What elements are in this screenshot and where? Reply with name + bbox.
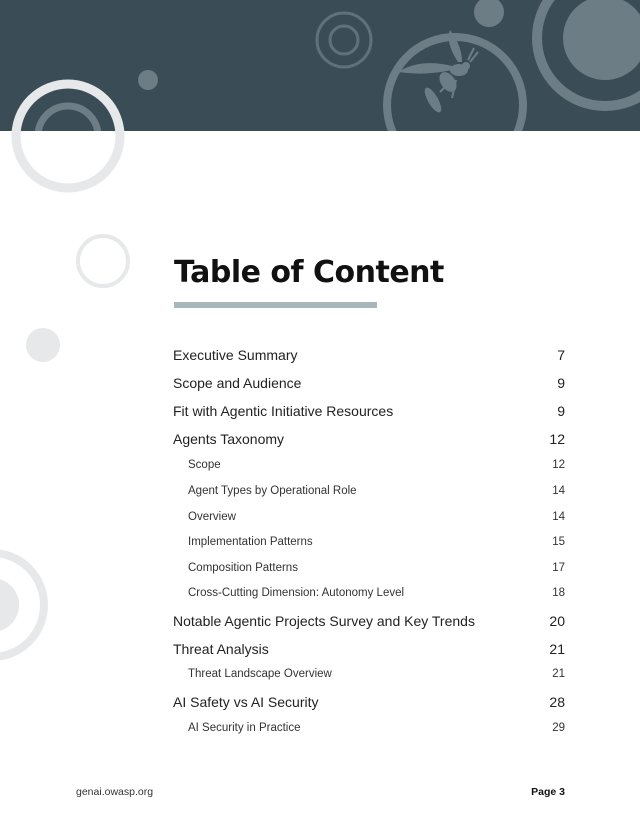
toc-entry-page: 12 <box>552 459 565 471</box>
toc-subentry[interactable] <box>173 562 565 574</box>
toc-entry-label: Cross-Cutting Dimension: Autonomy Level <box>188 587 405 599</box>
toc-entry-label: Executive Summary <box>173 347 298 363</box>
toc-entry-label: Fit with Agentic Initiative Resources <box>173 403 394 419</box>
toc-entry-label: Notable Agentic Projects Survey and Key Trends <box>173 613 475 629</box>
header-overlay-spacer <box>0 0 640 131</box>
toc-entry-page: 21 <box>552 668 565 680</box>
toc-entry-label: Overview <box>188 511 236 523</box>
toc-entry-page: 17 <box>552 562 565 574</box>
toc-entry[interactable] <box>173 375 565 391</box>
toc-entry[interactable] <box>173 613 565 629</box>
toc-subentry[interactable] <box>173 485 565 497</box>
toc-entry-page: 14 <box>552 511 565 523</box>
footer-url[interactable]: genai.owasp.org <box>76 786 154 798</box>
toc-subentry[interactable] <box>173 459 565 471</box>
toc-entry[interactable] <box>173 694 565 710</box>
toc-entry-page: 20 <box>549 613 565 629</box>
toc-entry-label: Threat Landscape Overview <box>188 668 332 680</box>
toc-entry-page: 12 <box>549 431 565 447</box>
toc-entry[interactable] <box>173 431 565 447</box>
toc-entry-label: Scope <box>188 459 221 471</box>
toc-entry-page: 7 <box>557 347 565 363</box>
toc-entry[interactable] <box>173 347 565 363</box>
toc-entry-label: Threat Analysis <box>173 641 269 657</box>
toc-entry[interactable] <box>173 641 565 657</box>
toc-entry-page: 18 <box>552 587 565 599</box>
toc-entry-label: Implementation Patterns <box>188 536 313 548</box>
toc-entry-page: 29 <box>552 722 565 734</box>
toc-entry-page: 28 <box>549 694 565 710</box>
toc-entry-page: 14 <box>552 485 565 497</box>
toc-entry-page: 21 <box>549 641 565 657</box>
toc-entry-label: Scope and Audience <box>173 375 302 391</box>
toc-entry-label: AI Safety vs AI Security <box>173 694 319 710</box>
toc-entry-label: Composition Patterns <box>188 562 298 574</box>
toc-entry-label: AI Security in Practice <box>188 722 301 734</box>
toc-entry-label: Agents Taxonomy <box>173 431 285 447</box>
toc-entry-page: 15 <box>552 536 565 548</box>
toc-subentry[interactable] <box>173 668 565 680</box>
toc-entry-label: Agent Types by Operational Role <box>188 485 357 497</box>
toc-subentry[interactable] <box>173 511 565 523</box>
toc-entry[interactable] <box>173 403 565 419</box>
toc-subentry[interactable] <box>173 587 565 599</box>
footer-page-number: Page 3 <box>531 786 565 798</box>
toc-subentry[interactable] <box>173 536 565 548</box>
toc-subentry[interactable] <box>173 722 565 734</box>
toc-entry-page: 9 <box>557 403 565 419</box>
toc-entry-page: 9 <box>557 375 565 391</box>
title-underline <box>174 302 377 308</box>
page-title: Table of Content <box>174 255 444 290</box>
